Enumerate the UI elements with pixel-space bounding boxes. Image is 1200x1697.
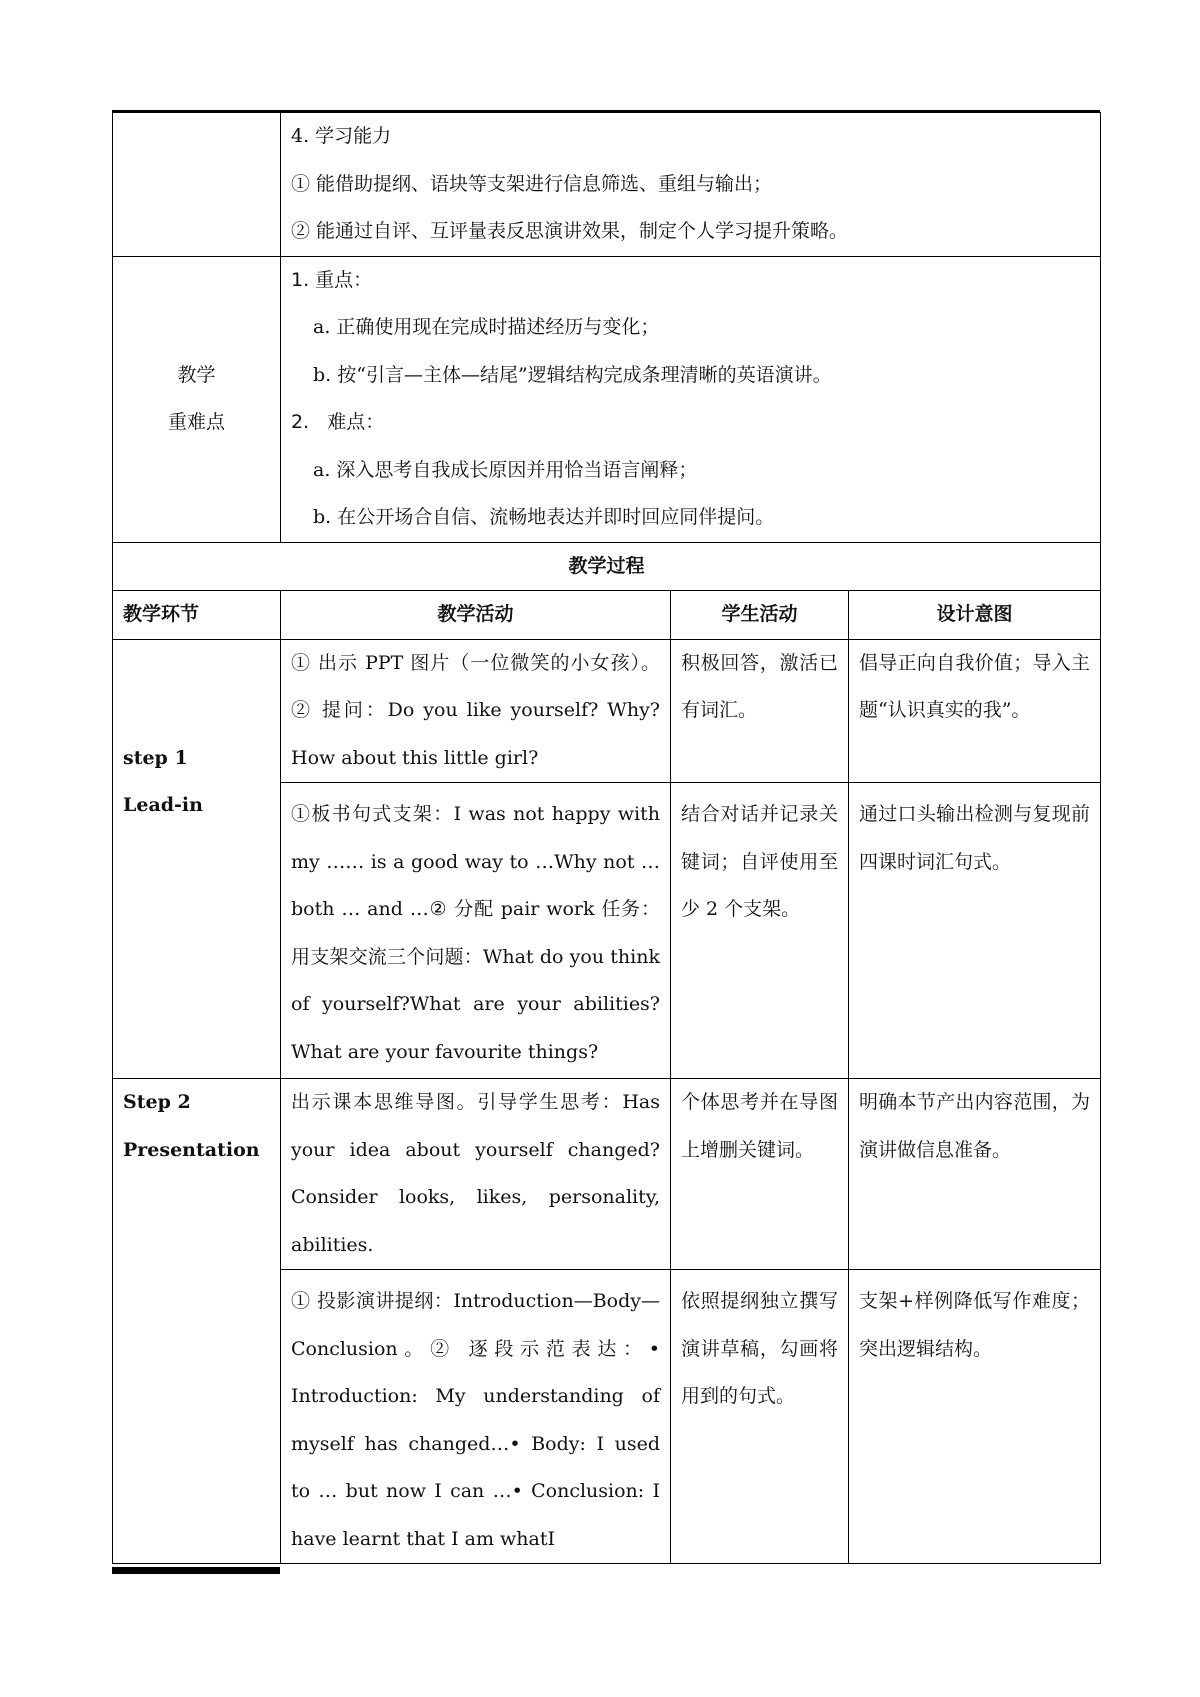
process-title: 教学过程 (113, 542, 1101, 591)
step2-row2-student: 依照提纲独立撰写演讲草稿，勾画将用到的句式。 (671, 1270, 849, 1564)
step2-row1-student: 个体思考并在导图上增删关键词。 (671, 1079, 849, 1270)
header-stage: 教学环节 (113, 591, 281, 640)
focus-item-2: b. 按“引言—主体—结尾”逻辑结构完成条理清晰的英语演讲。 (313, 363, 832, 386)
step1-row1-intent: 倡导正向自我价值；导入主题“认识真实的我”。 (849, 639, 1101, 783)
focus-item-1: a. 正确使用现在完成时描述经历与变化； (313, 316, 660, 338)
header-teacher-activity: 教学活动 (281, 591, 671, 640)
difficulty-item-2: b. 在公开场合自信、流畅地表达并即时回应同伴提问。 (313, 506, 775, 528)
header-design-intent: 设计意图 (849, 591, 1101, 640)
key-points-label-cell (113, 256, 281, 542)
bottom-rule (112, 1567, 280, 1574)
step2-row2-intent: 支架+样例降低写作难度；突出逻辑结构。 (849, 1270, 1101, 1564)
step1-row2-intent: 通过口头输出检测与复现前四课时词汇句式。 (849, 783, 1101, 1079)
process-header-row (113, 591, 1101, 640)
step2-row1-intent: 明确本节产出内容范围，为演讲做信息准备。 (849, 1079, 1101, 1270)
step1-stage-line2: Lead-in (123, 794, 203, 816)
step2-stage-cell (113, 1079, 281, 1564)
focus-title: 1. 重点： (291, 268, 373, 291)
step2-row1-teacher: 出示课本思维导图。引导学生思考：Has your idea about yourself changed? Consider looks, likes, personality, abilities. (281, 1079, 671, 1270)
header-student-activity: 学生活动 (671, 591, 849, 640)
difficulty-title: 2. 难点： (291, 411, 385, 433)
step1-row1-teacher: ① 出示 PPT 图片（一位微笑的小女孩）。② 提问：Do you like yourself? Why? How about this little girl? (281, 639, 671, 783)
ability-item-1: ① 能借助提纲、语块等支架进行信息筛选、重组与输出； (291, 172, 773, 195)
step1-stage-line1: step 1 (123, 746, 188, 769)
process-title-row (113, 542, 1101, 591)
key-points-content-cell (281, 256, 1101, 542)
step1-row2-teacher: ①板书句式支架：I was not happy with my …… is a good way to …Why not …both … and …② 分配 pair work 任务：用支架交流三个问题：What do you think of yourself?What are your abilities?What are your favourite things? (281, 783, 671, 1079)
step1-row2-student: 结合对话并记录关键词；自评使用至少 2 个支架。 (671, 783, 849, 1079)
key-points-row (113, 256, 1101, 542)
step2-row2-teacher: ① 投影演讲提纲：Introduction—Body—Conclusion。② 逐段示范表达：• Introduction: My understanding of myself has changed…• Body: I used to … but now I can …• Conclusion: I have learnt that I am whatI (281, 1270, 671, 1564)
step2-stage-line2: Presentation (123, 1138, 260, 1161)
step2-stage-line1: Step 2 (123, 1091, 191, 1113)
difficulty-item-1: a. 深入思考自我成长原因并用恰当语言阐释； (313, 458, 698, 481)
ability-label-cell (113, 113, 281, 257)
key-points-label-line1: 教学 (177, 363, 216, 386)
ability-title: 4. 学习能力 (291, 125, 392, 147)
key-points-label-line2: 重难点 (167, 411, 225, 433)
ability-content-cell (281, 113, 1101, 257)
step1-row1-student: 积极回答，激活已有词汇。 (671, 639, 849, 783)
ability-item-2: ② 能通过自评、互评量表反思演讲效果，制定个人学习提升策略。 (291, 220, 849, 242)
step2-row1 (113, 1079, 1101, 1270)
step1-row1 (113, 639, 1101, 783)
lesson-plan-table (112, 112, 1101, 1564)
ability-row (113, 113, 1101, 257)
step1-stage-cell (113, 639, 281, 1079)
